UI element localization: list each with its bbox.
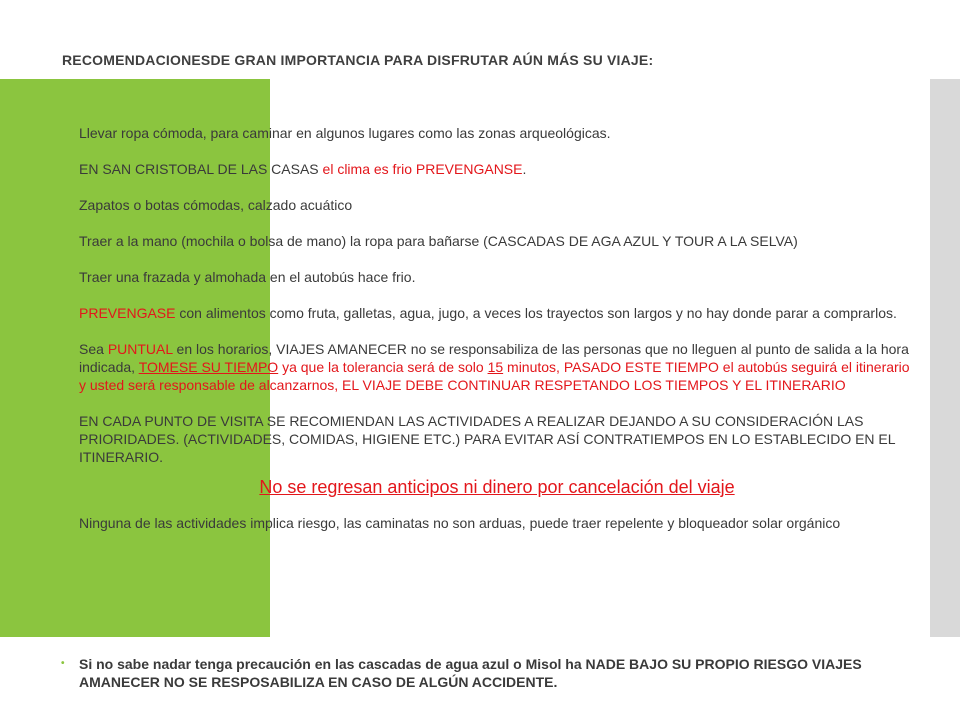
item-climate (79, 160, 915, 178)
item-swimming (61, 655, 899, 691)
climate-warning: el clima es frio PREVENGANSE (322, 161, 523, 177)
punctuality-sea: Sea (79, 341, 104, 357)
bullet-icon: • (61, 658, 65, 669)
item-food (79, 304, 915, 322)
food-warning: PREVENGASE (79, 305, 176, 321)
punctuality-keyword: PUNTUAL (107, 341, 173, 357)
item-shoes: Zapatos o botas cómodas, calzado acuático (79, 197, 353, 213)
item-comfortable-clothes: Llevar ropa cómoda, para caminar en algunos lugares como las zonas arqueológicas. (79, 125, 611, 141)
item-risk: Ninguna de las actividades implica riesgo, las caminatas no son arduas, puede traer repelente y bloqueador solar orgánico (79, 515, 841, 531)
recommendations-content (79, 124, 915, 532)
take-your-time: TOMESE SU TIEMPO (138, 359, 279, 375)
tolerance-text: ya que la tolerancia será de solo (282, 359, 484, 375)
item-blanket: Traer una frazada y almohada en el autobús hace frio. (79, 269, 416, 285)
tolerance-minutes-value: 15 (487, 359, 504, 375)
gray-side-band (930, 79, 960, 637)
no-refund-notice: No se regresan anticipos ni dinero por cancelación del viaje (259, 477, 735, 497)
climate-period: . (522, 161, 527, 177)
item-backpack: Traer a la mano (mochila o bolsa de mano) la ropa para bañarse (CASCADAS DE AGA AZUL Y TOUR A LA SELVA) (79, 233, 798, 249)
item-visit-points: EN CADA PUNTO DE VISITA SE RECOMIENDAN LAS ACTIVIDADES A REALIZAR DEJANDO A SU CONSIDERACIÓN LAS PRIORIDADES. (ACTIVIDADES, COMIDAS, HIGIENE ETC.) PARA EVITAR ASÍ CONTRATIEMPOS EN LO ESTABLECIDO EN EL ITINERARIO. (79, 413, 896, 465)
item-punctuality (79, 340, 915, 394)
tolerance-rest: minutos, PASADO ESTE TIEMPO el autobús seguirá el itinerario y usted será responsable de alcanzarnos, EL VIAJE DEBE CONTINUAR RESPETANDO LOS TIEMPOS Y EL ITINERARIO (79, 359, 910, 393)
swimming-text: Si no sabe nadar tenga precaución en las cascadas de agua azul o Misol ha NADE BAJO SU PROPIO RIESGO VIAJES AMANECER NO SE RESPOSABILIZA EN CASO DE ALGÚN ACCIDENTE. (79, 656, 862, 690)
punctuality-text: en los horarios, VIAJES AMANECER no se responsabiliza de las personas que no lleguen al punto de salida a la hora indicada, (79, 341, 909, 375)
slide-title: RECOMENDACIONESDE GRAN IMPORTANCIA PARA DISFRUTAR AÚN MÁS SU VIAJE: (62, 52, 654, 68)
food-text: con alimentos como fruta, galletas, agua, jugo, a veces los trayectos son largos y no hay donde parar a comprarlos. (179, 305, 897, 321)
climate-location: EN SAN CRISTOBAL DE LAS CASAS (79, 161, 319, 177)
